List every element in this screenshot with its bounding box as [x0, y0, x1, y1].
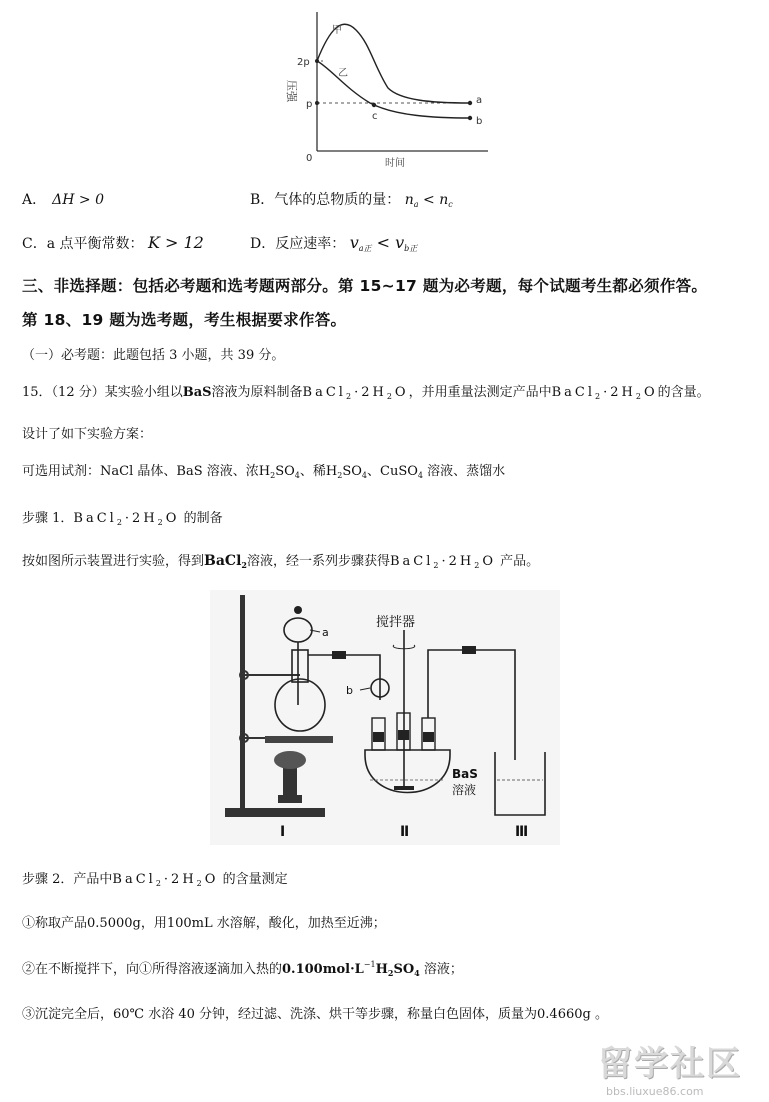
section3-line2: 第 18、19 题为选考题，考生根据要求作答。	[22, 311, 347, 329]
label-unit-1: Ⅰ	[280, 824, 286, 840]
tick-p: p	[306, 99, 313, 110]
option-b-label: B．	[250, 192, 275, 208]
option-b	[250, 189, 453, 209]
label-unit-2: Ⅱ	[400, 824, 410, 840]
point-c	[372, 103, 376, 107]
point-a	[468, 101, 472, 105]
section3-line1: 三、非选择题：包括必考题和选考题两部分。第 15~17 题为必考题，每个试题考生都必须作答。	[22, 277, 708, 295]
x-axis-label: 时间	[385, 158, 405, 168]
option-d-label: D．	[250, 236, 276, 252]
label-bas: BaS	[452, 767, 478, 781]
q15-reagents: 可选用试剂：NaCl 晶体、BaS 溶液、浓$H_2SO_4$、稀$H_2SO_4$、CuSO$_4$ 溶液、蒸馏水	[22, 464, 506, 480]
option-a-text: ΔH > 0	[52, 192, 104, 208]
step2-title: 步骤 2．产品中$BaCl_2\cdot 2H_2O$ 的含量测定	[22, 872, 288, 888]
option-a-label: A．	[22, 192, 47, 208]
point-label-c: c	[372, 111, 378, 122]
step2-item3: ③沉淀完全后，60℃ 水浴 40 分钟，经过滤、洗涤、烘干等步骤，称量白色固体，质量为0.4660g 。	[22, 1007, 608, 1022]
point-b	[468, 116, 472, 120]
option-a	[22, 189, 104, 209]
y-axis-label: 压强	[285, 80, 298, 102]
required-questions-note: （一）必考题：此题包括 3 小题，共 39 分。	[22, 348, 285, 363]
point-label-b: b	[476, 116, 483, 127]
watermark	[598, 1036, 758, 1096]
option-b-text: 气体的总物质的量：	[274, 192, 401, 208]
q15-line1: 15．（12 分）某实验小组以BaS溶液为原料制备$BaCl_2\cdot 2H_2O$，并用重量法测定产品中$BaCl_2\cdot 2H_2O$的含量。	[22, 385, 710, 401]
step1-title: 步骤 1．$BaCl_2\cdot 2H_2O$ 的制备	[22, 511, 223, 527]
point-label-a: a	[476, 95, 483, 106]
origin-label: 0	[306, 153, 313, 164]
option-d	[250, 233, 417, 254]
curve-label-jia: 甲	[332, 25, 342, 36]
step1-desc: 按如图所示装置进行实验，得到BaCl$_2$溶液，经一系列步骤获得$BaCl_2\cdot 2H_2O$ 产品。	[22, 553, 540, 570]
label-unit-3: Ⅲ	[515, 824, 529, 840]
option-b-formula: $n_a < n_c$	[404, 192, 453, 209]
label-a: a	[322, 626, 329, 639]
step2-item2: ②在不断搅拌下，向①所得溶液逐滴加入热的$0.100mol\cdot L^{-1}H_2SO_4$ 溶液；	[22, 960, 463, 978]
watermark-url: bbs.liuxue86.com	[606, 1085, 704, 1098]
option-c-text: a 点平衡常数：	[46, 236, 144, 252]
label-b: b	[346, 684, 353, 697]
apparatus-diagram	[210, 590, 560, 845]
watermark-text: 留学社区	[598, 1044, 742, 1084]
option-d-text: 反应速率：	[275, 236, 346, 252]
label-bas-solution: 溶液	[452, 783, 477, 797]
pressure-time-graph	[270, 8, 500, 168]
option-c-label: C．	[22, 236, 47, 252]
option-c	[22, 233, 204, 253]
option-c-formula: K > 12	[147, 233, 204, 252]
curve-label-yi: 乙	[338, 68, 348, 79]
q15-line2: 设计了如下实验方案：	[22, 427, 153, 442]
label-stirrer: 搅拌器	[376, 615, 416, 630]
tick-2p: 2p	[297, 57, 310, 68]
step2-item1: ①称取产品0.5000g，用100mL 水溶解，酸化，加热至近沸；	[22, 916, 386, 931]
curve-jia	[317, 24, 470, 103]
option-d-formula: $v_{a正} < v_{b正}$	[349, 233, 418, 253]
